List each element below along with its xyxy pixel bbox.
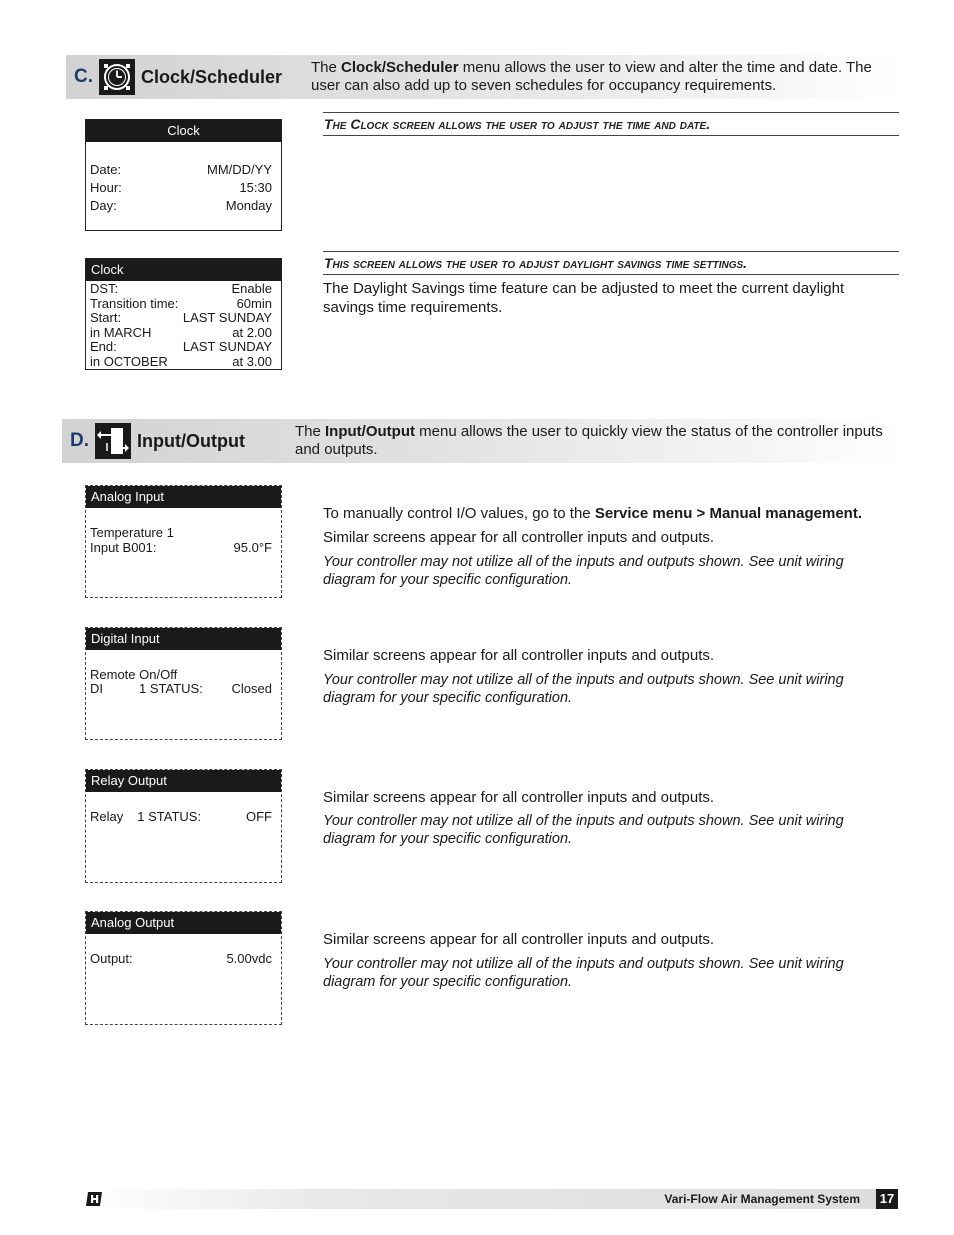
digital-input-screen bbox=[85, 627, 282, 740]
section-c-heading bbox=[74, 55, 282, 99]
section-d-description: The Input/Output menu allows the user to quickly view the status of the controller inputs and outputs. bbox=[295, 423, 883, 458]
similar-screens-text: Similar screens appear for all controller inputs and outputs. bbox=[323, 647, 715, 664]
wiring-note: Your controller may not utilize all of the inputs and outputs shown. See unit wiring diagram for your specific configuration. bbox=[323, 672, 844, 706]
clock-caption: The Clock screen allows the user to adjust the time and date. bbox=[323, 112, 899, 136]
start-row: Start: LAST SUNDAY bbox=[90, 310, 272, 325]
brand-logo-icon bbox=[85, 1190, 103, 1208]
analog-output-screen bbox=[85, 911, 282, 1025]
footer-title: Vari-Flow Air Management System bbox=[664, 1192, 860, 1206]
end-month-row: in OCTOBER at 3.00 bbox=[90, 353, 272, 369]
screen-header: Clock bbox=[86, 259, 281, 281]
relay-status-row: Relay 1 STATUS: OFF bbox=[90, 809, 272, 824]
dst-caption: This screen allows the user to adjust daylight savings time settings. bbox=[323, 251, 899, 275]
screen-header: Analog Input bbox=[86, 486, 281, 508]
screen-header: Relay Output bbox=[86, 770, 281, 792]
page-number: 17 bbox=[876, 1189, 898, 1209]
similar-screens-text: Similar screens appear for all controller inputs and outputs. bbox=[323, 529, 715, 546]
hour-row: Hour: 15:30 bbox=[90, 180, 272, 195]
transition-row: Transition time: 60min bbox=[90, 295, 272, 311]
clock-icon bbox=[99, 59, 135, 95]
clock-screen-date-time bbox=[85, 119, 282, 231]
input-output-icon bbox=[95, 423, 131, 459]
section-d-heading bbox=[70, 419, 245, 463]
wiring-note: Your controller may not utilize all of the inputs and outputs shown. See unit wiring diagram for your specific configuration. bbox=[323, 813, 844, 847]
screen-header: Analog Output bbox=[86, 912, 281, 934]
digital-input-status-row: DI 1 STATUS: Closed bbox=[90, 681, 272, 696]
screen-header: Digital Input bbox=[86, 628, 281, 650]
analog-output-row: Output: 5.00vdc bbox=[90, 951, 272, 966]
analog-input-screen bbox=[85, 485, 282, 598]
dst-paragraph: The Daylight Savings time feature can be adjusted to meet the current daylight savings time requirements. bbox=[323, 280, 845, 316]
clock-screen-dst bbox=[85, 258, 282, 370]
section-c-title: Clock/Scheduler bbox=[141, 66, 283, 87]
dst-row: DST: Enable bbox=[90, 281, 272, 296]
section-c-description: The Clock/Scheduler menu allows the user to view and alter the time and date. The user can also add up to seven schedules for occupancy requirements. bbox=[311, 59, 872, 94]
similar-screens-text: Similar screens appear for all controller inputs and outputs. bbox=[323, 789, 715, 806]
section-d-letter: D. bbox=[70, 430, 89, 451]
screen-header: Clock bbox=[86, 120, 281, 142]
analog-input-name: Temperature 1 bbox=[90, 525, 174, 540]
relay-output-screen bbox=[85, 769, 282, 883]
date-row: Date: MM/DD/YY bbox=[90, 162, 272, 177]
day-row: Day: Monday bbox=[90, 198, 272, 213]
analog-input-value-row: Input B001: 95.0°F bbox=[90, 540, 272, 555]
wiring-note: Your controller may not utilize all of the inputs and outputs shown. See unit wiring diagram for your specific configuration. bbox=[323, 554, 844, 588]
end-row: End: LAST SUNDAY bbox=[90, 339, 272, 354]
section-d-title: Input/Output bbox=[137, 430, 245, 451]
start-month-row: in MARCH at 2.00 bbox=[90, 324, 272, 340]
digital-input-name: Remote On/Off bbox=[90, 667, 178, 682]
manual-control-text: To manually control I/O values, go to the Service menu > Manual management. bbox=[323, 505, 862, 522]
section-c-letter: C. bbox=[74, 66, 93, 87]
similar-screens-text: Similar screens appear for all controller inputs and outputs. bbox=[323, 931, 715, 948]
wiring-note: Your controller may not utilize all of the inputs and outputs shown. See unit wiring diagram for your specific configuration. bbox=[323, 956, 844, 990]
